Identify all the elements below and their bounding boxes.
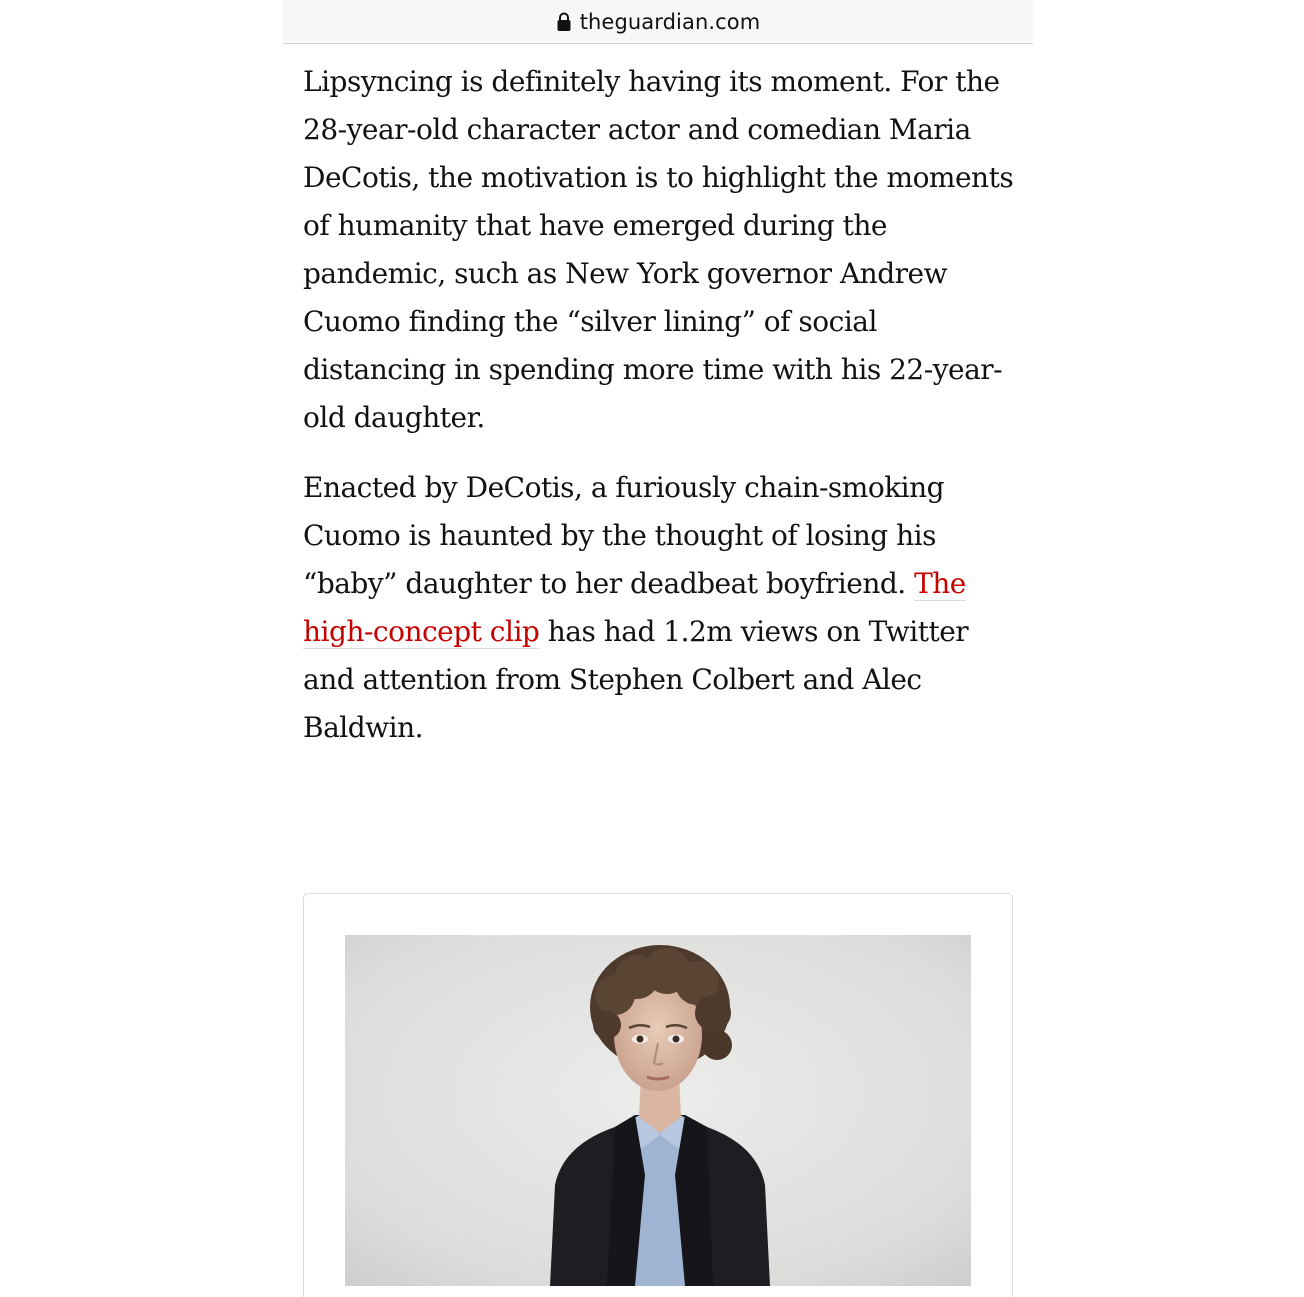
embedded-media-card (303, 893, 1013, 1297)
paragraph-text: Lipsyncing is definitely having its moment. For the 28-year-old character actor and comedian Maria DeCotis, the motivation is to highlight the moments of humanity that have emerged during the pandemic, such as New York governor Andrew Cuomo finding the “silver lining” of social distancing in spending more time with his 22-year-old daughter. (303, 65, 1014, 434)
phone-screen (283, 0, 1033, 1297)
address-bar[interactable] (283, 0, 1033, 44)
article-paragraph (303, 58, 1023, 442)
lock-icon (556, 12, 572, 32)
high-concept-clip-link[interactable]: The high-concept clip (303, 567, 966, 648)
video-thumbnail[interactable] (345, 935, 971, 1286)
site-domain: theguardian.com (579, 9, 761, 34)
article-paragraph (303, 464, 1023, 752)
article-body (303, 58, 1023, 774)
paragraph-text: has had 1.2m views on Twitter and attention from Stephen Colbert and Alec Baldwin. (303, 615, 969, 744)
person-photo (345, 935, 971, 1286)
paragraph-text: Enacted by DeCotis, a furiously chain-smoking Cuomo is haunted by the thought of losing his “baby” daughter to her deadbeat boyfriend. (303, 471, 945, 600)
